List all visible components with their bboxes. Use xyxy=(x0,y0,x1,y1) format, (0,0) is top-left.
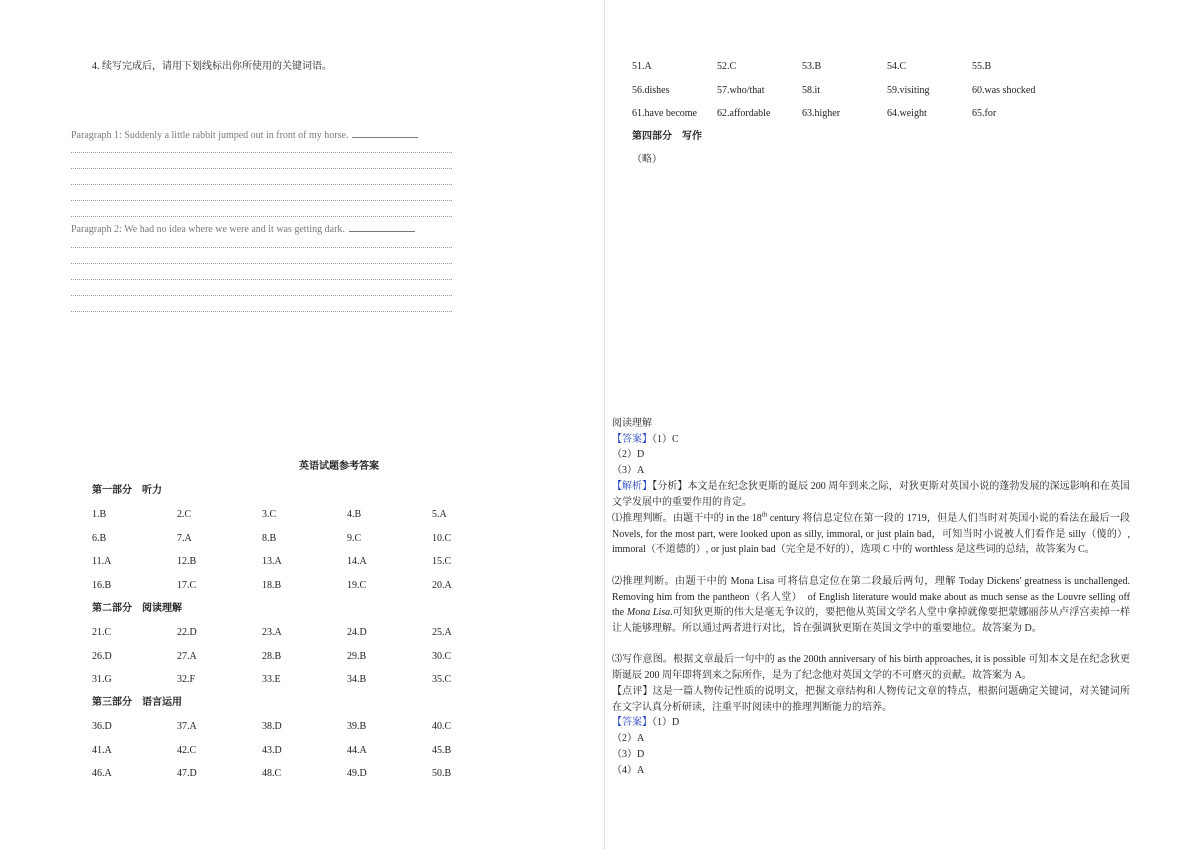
answer-tag: 【答案】 xyxy=(612,717,652,728)
answer-cell: 42.C xyxy=(177,744,197,756)
answer-cell: 38.D xyxy=(262,721,282,732)
answer-cell: 56.dishes xyxy=(632,84,670,96)
answer-cell: 44.A xyxy=(347,744,367,756)
answer-cell: 54.C xyxy=(887,61,907,72)
answer-item: （4）A xyxy=(612,765,645,776)
answer-cell: 5.A xyxy=(432,509,447,520)
reading-title: 阅读理解 xyxy=(612,418,652,429)
answer-cell: 9.C xyxy=(347,532,362,544)
answer-cell: 57.who/that xyxy=(717,84,765,96)
analysis-q1 xyxy=(612,511,1130,558)
answer-cell: 39.B xyxy=(347,721,367,732)
answer-cell: 59.visiting xyxy=(887,84,930,96)
answer-cell: 6.B xyxy=(92,532,107,544)
answer-cell: 26.D xyxy=(92,650,112,662)
answer-cell: 60.was shocked xyxy=(972,84,1036,96)
answer-cell: 30.C xyxy=(432,650,452,662)
part-2-answers xyxy=(92,626,517,697)
answer-cell: 36.D xyxy=(92,721,112,732)
answer-cell: 23.A xyxy=(262,627,282,638)
analysis-q2-text: .可知狄更斯的伟大是毫无争议的，要把他从英国文学名人堂中拿掉就像要把蒙娜丽莎从卢浮宫卖掉一样让人能够理解。所以通过两者进行对比，旨在强调狄更斯在英国文学中的重要地位。故答案为 D。 xyxy=(612,607,1131,634)
writing-line xyxy=(71,216,452,217)
answer-cell: 58.it xyxy=(802,84,821,96)
answer-cell: 21.C xyxy=(92,627,112,638)
comment: 【点评】这是一篇人物传记性质的说明文，把握文章结构和人物传记文章的特点，根据问题确定关键词，对关键词所在文字认真分析研读，注重平时阅读中的推理判断能力的培养。 xyxy=(612,686,1130,713)
answer-cell: 65.for xyxy=(972,108,997,119)
page-divider xyxy=(604,0,605,849)
answer-item: （1）C xyxy=(652,434,679,445)
analysis-q1-text: century 将信息定位在第一段的 1719，但是人们当时对英国小说的看法在最后一段 Novels, for the most part, were looked upon as silly, immoral, or just plain bad，可知当时小说被人们看作是 silly（傻的）, immoral（不道德的）, or just plain bad（完全是不好的），选项 C 中的 worthless 是这些词的总结，故答案为 C。 xyxy=(612,513,1130,555)
answer-cell: 11.A xyxy=(92,556,112,568)
answer-cell: 7.A xyxy=(177,532,192,544)
writing-line xyxy=(71,200,452,201)
answer-cell: 64.weight xyxy=(887,108,927,119)
answer-item: （1）D xyxy=(652,717,680,728)
answer-cell: 3.C xyxy=(262,509,277,520)
paragraph-1-prompt xyxy=(71,127,418,143)
answer-cell: 15.C xyxy=(432,556,452,568)
answer-cell: 12.B xyxy=(177,556,197,568)
answer-cell: 52.C xyxy=(717,61,737,72)
answer-item: （3）D xyxy=(612,749,645,760)
answer-cell: 40.C xyxy=(432,721,452,732)
answer-cell: 48.C xyxy=(262,768,282,780)
answer-cell: 10.C xyxy=(432,532,452,544)
part-3-answers-continued xyxy=(632,60,1062,131)
analysis-tag: 【解析】 xyxy=(612,481,653,492)
answer-cell: 17.C xyxy=(177,579,197,591)
writing-line xyxy=(71,295,452,296)
paragraph-2-blank xyxy=(349,221,415,232)
answer-cell: 41.A xyxy=(92,744,112,756)
writing-line xyxy=(71,279,452,280)
writing-line xyxy=(71,311,452,312)
answer-2-line xyxy=(612,716,679,730)
answer-key-title: 英语试题参考答案 xyxy=(299,461,379,472)
paragraph-2-text: Paragraph 2: We had no idea where we were and it was getting dark. xyxy=(71,224,345,235)
answer-cell: 61.have become xyxy=(632,108,697,119)
answer-cell: 4.B xyxy=(347,509,362,520)
answer-1-line xyxy=(612,433,679,447)
answer-cell: 13.A xyxy=(262,556,282,568)
answer-cell: 20.A xyxy=(432,579,452,591)
answer-cell: 32.F xyxy=(177,674,196,686)
answer-cell: 53.B xyxy=(802,61,822,72)
answer-cell: 55.B xyxy=(972,61,992,72)
answer-cell: 29.B xyxy=(347,650,367,662)
analysis-q2 xyxy=(612,574,1130,636)
answer-cell: 16.B xyxy=(92,579,112,591)
answer-cell: 27.A xyxy=(177,650,197,662)
superscript: th xyxy=(761,510,768,519)
writing-line xyxy=(71,263,452,264)
answer-cell: 43.D xyxy=(262,744,282,756)
answer-cell: 8.B xyxy=(262,532,277,544)
paragraph-1-blank xyxy=(352,127,418,138)
answer-tag: 【答案】 xyxy=(612,434,652,445)
analysis-q3: ⑶写作意图。根据文章最后一句中的 as the 200th anniversary of his birth approaches, it is possible 可知本文是在纪念狄更斯诞辰 200 周年即将到来之际所作，是为了纪念他对英国文学的不可磨灭的贡献。故答案为 A。 xyxy=(612,654,1130,681)
writing-line xyxy=(71,168,452,169)
answer-cell: 47.D xyxy=(177,768,197,780)
answer-cell: 14.A xyxy=(347,556,367,568)
answer-cell: 19.C xyxy=(347,579,367,591)
answer-cell: 31.G xyxy=(92,674,112,686)
answer-cell: 35.C xyxy=(432,674,452,686)
answer-item: （2）D xyxy=(612,449,645,460)
answer-item: （3）A xyxy=(612,465,645,476)
task-4-instruction: 4. 续写完成后，请用下划线标出你所使用的关键词语。 xyxy=(92,61,332,72)
answer-cell: 28.B xyxy=(262,650,282,662)
answer-cell: 24.D xyxy=(347,627,367,638)
part-2-title: 第二部分 阅读理解 xyxy=(92,603,182,614)
part-4-title: 第四部分 写作 xyxy=(632,131,702,142)
answer-cell: 22.D xyxy=(177,627,197,638)
answer-cell: 63.higher xyxy=(802,108,841,119)
part-1-title: 第一部分 听力 xyxy=(92,485,162,496)
writing-line xyxy=(71,247,452,248)
part-3-answers xyxy=(92,720,517,791)
analysis-intro xyxy=(612,479,1130,510)
answer-cell: 37.A xyxy=(177,721,197,732)
writing-line xyxy=(71,152,452,153)
answer-cell: 1.B xyxy=(92,509,107,520)
answer-cell: 2.C xyxy=(177,509,192,520)
answer-cell: 51.A xyxy=(632,61,652,72)
answer-cell: 34.B xyxy=(347,674,367,686)
paragraph-2-prompt xyxy=(71,221,415,237)
answer-cell: 62.affordable xyxy=(717,108,771,119)
analysis-q1-text: ⑴推理判断。由题干中的 in the 18 xyxy=(612,513,762,524)
part-4-note: （略） xyxy=(632,154,662,165)
answer-item: （2）A xyxy=(612,733,645,744)
answer-cell: 18.B xyxy=(262,579,282,591)
answer-cell: 33.E xyxy=(262,674,281,686)
answer-cell: 45.B xyxy=(432,744,452,756)
analysis-intro-text: 【分析】本文是在纪念狄更斯的诞辰 200 周年到来之际，对狄更斯对英国小说的蓬勃发展的深远影响和在英国文学发展中的重要作用的肯定。 xyxy=(612,481,1131,508)
analysis-q2-text: ⑵推理判断。由题干中的 Mona Lisa 可将信息定位在第二段最后两句，理解 Today Dickens' greatness is unchallenged. Removing him from the pantheon（名人堂） of English literature would make about as much sense as the Louvre selling off the xyxy=(612,576,1130,618)
answer-cell: 46.A xyxy=(92,768,112,780)
writing-line xyxy=(71,184,452,185)
answer-cell: 50.B xyxy=(432,768,452,780)
part-3-title: 第三部分 语言运用 xyxy=(92,697,182,708)
paragraph-1-text: Paragraph 1: Suddenly a little rabbit jumped out in front of my horse. xyxy=(71,130,349,141)
answer-cell: 49.D xyxy=(347,768,367,780)
analysis-q2-italic: Mona Lisa xyxy=(626,607,671,618)
answer-cell: 25.A xyxy=(432,627,452,638)
part-1-answers xyxy=(92,508,517,602)
